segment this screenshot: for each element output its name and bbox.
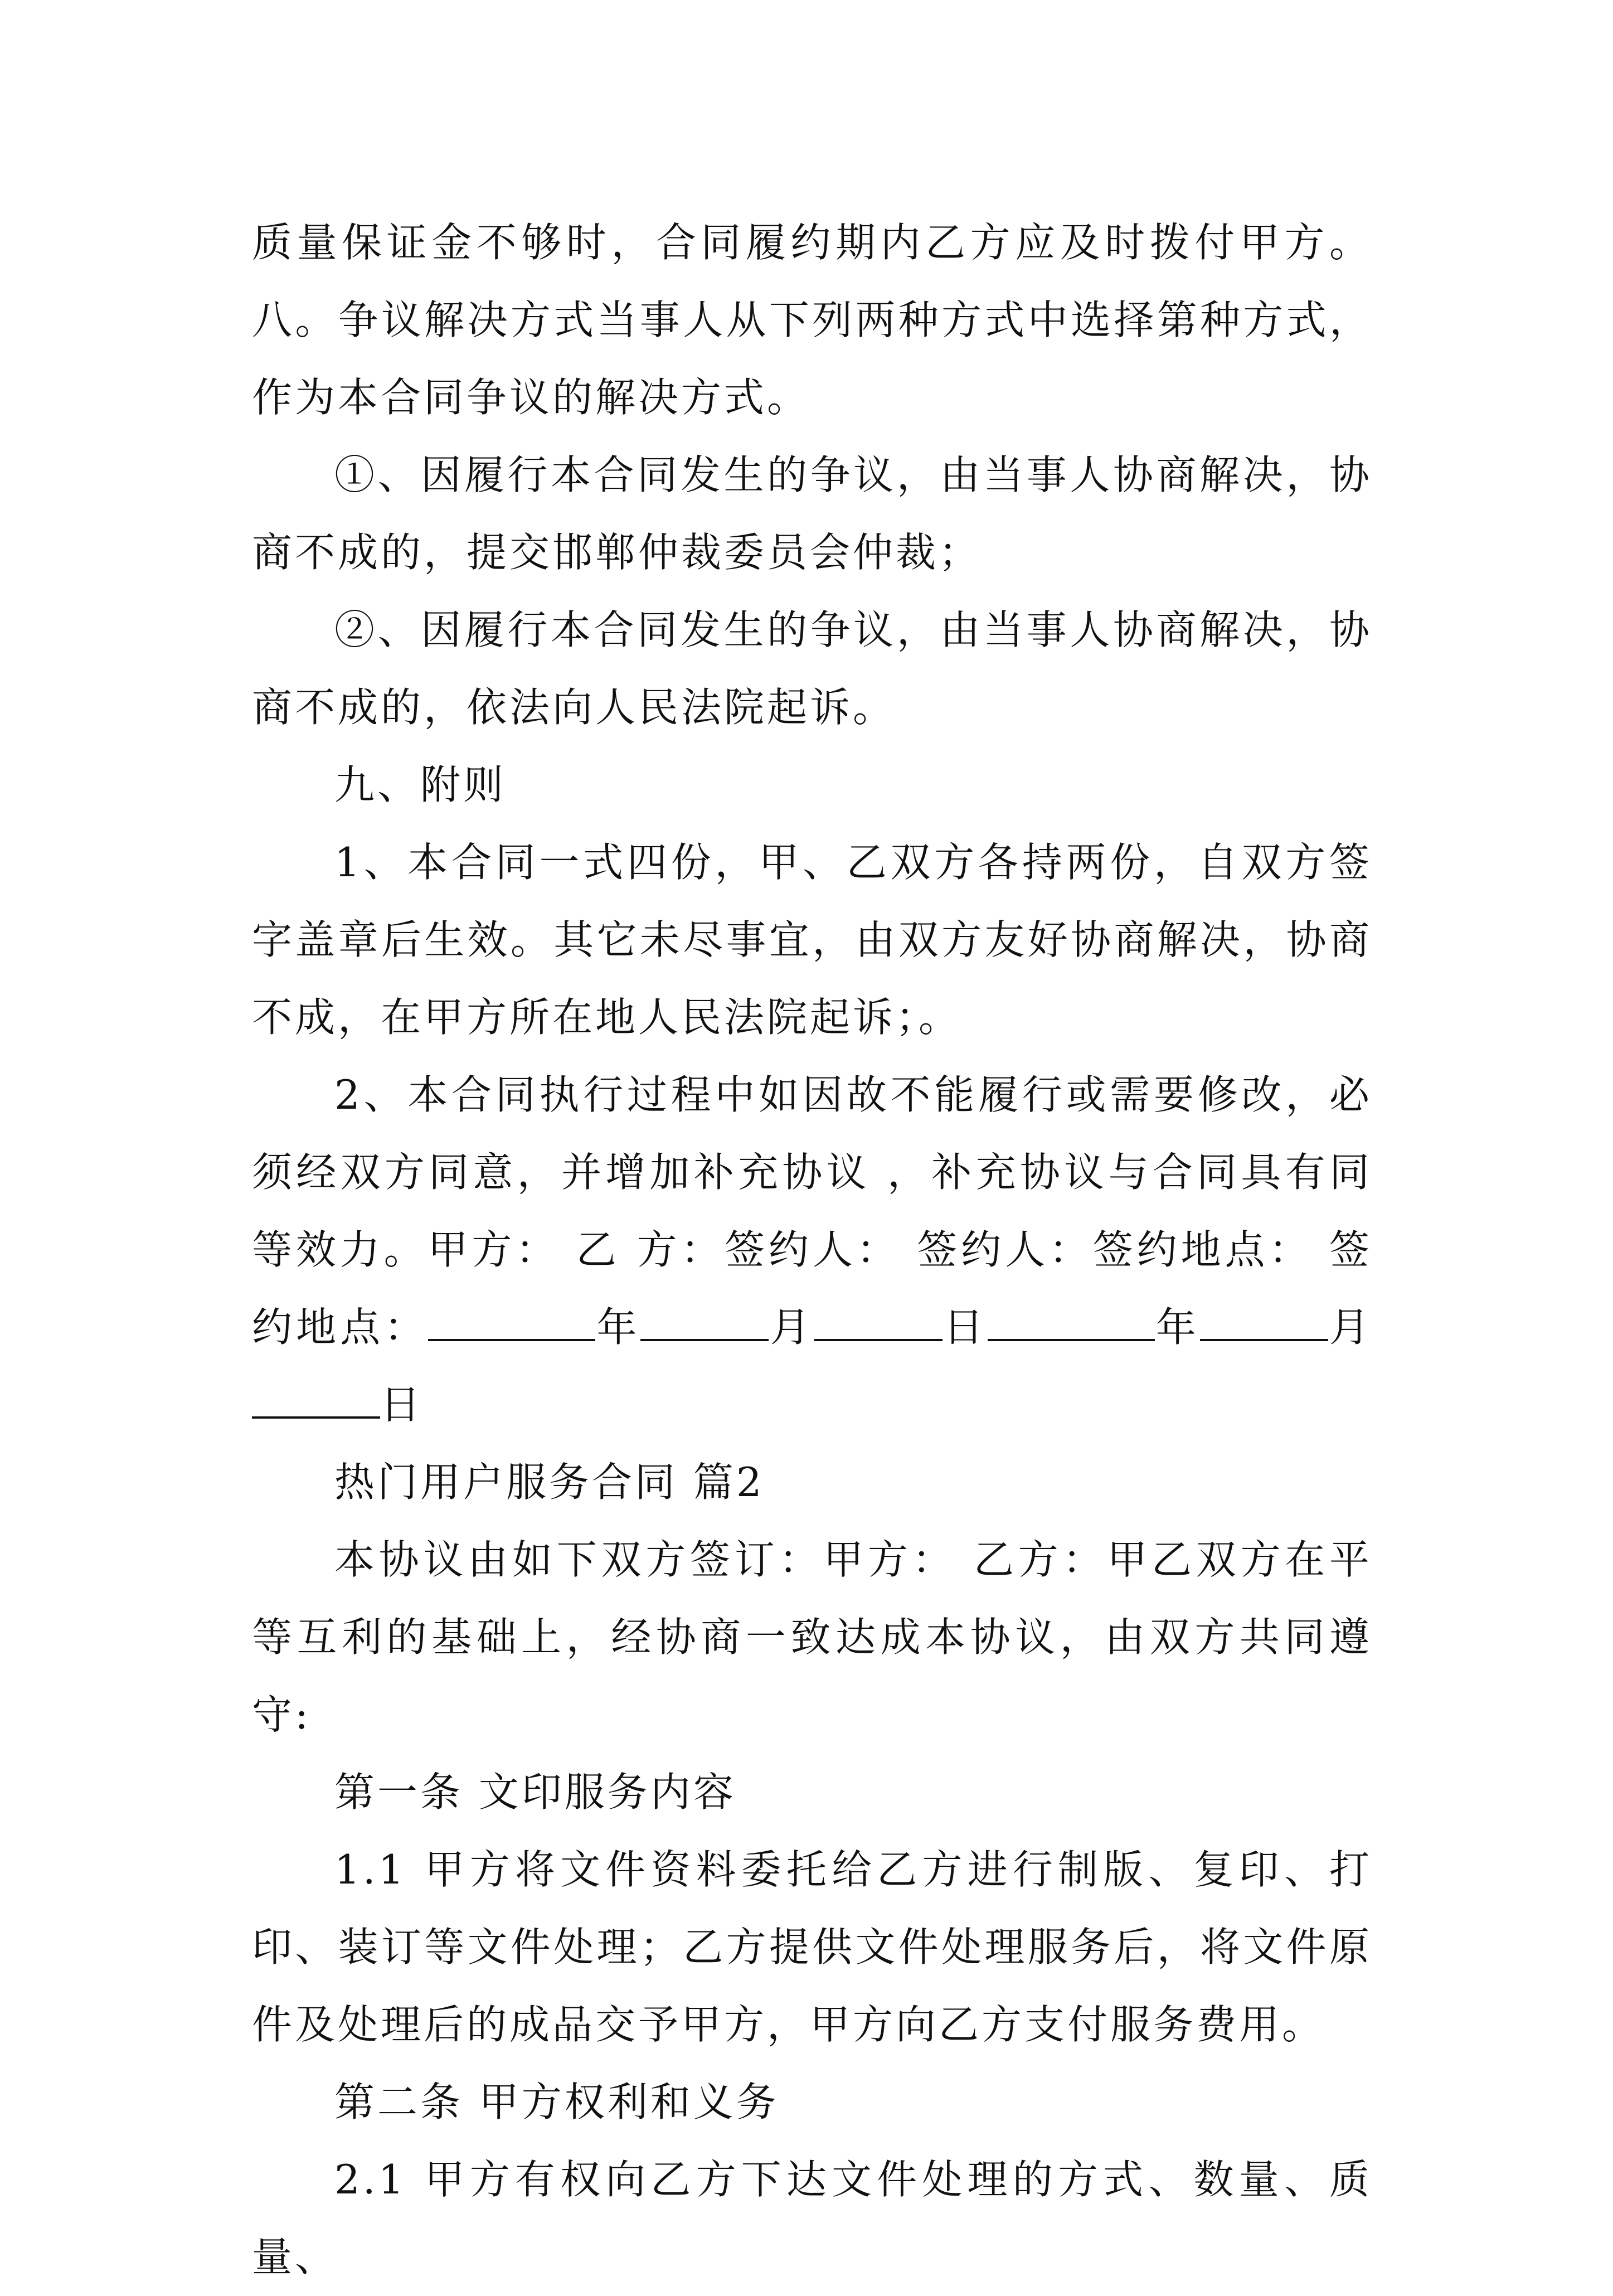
day-label: 日: [380, 1381, 424, 1428]
signature-text: 2、本合同执行过程中如因故不能履行或需要修改，必须经双方同意，并增加补充协议 ，补充协议与合同具有同等效力。甲方： 乙 方：签约人： 签约人：签约地点： 签约地点：: [252, 1071, 1372, 1351]
paragraph: 质量保证金不够时，合同履约期内乙方应及时拨付甲方。八。争议解决方式当事人从下列两种方式中选择第种方式，作为本合同争议的解决方式。: [252, 219, 1372, 421]
signature-paragraph: [252, 1056, 1372, 1444]
blank-line: [1200, 1305, 1328, 1341]
month-label: 月: [1328, 1304, 1372, 1351]
paragraph: 2.1 甲方有权向乙方下达文件处理的方式、数量、质量、: [252, 2156, 1372, 2280]
blank-line: [428, 1305, 595, 1341]
paragraph: 1.1 甲方将文件资料委托给乙方进行制版、复印、打印、装订等文件处理；乙方提供文件处理服务后，将文件原件及处理后的成品交予甲方，甲方向乙方支付服务费用。: [252, 1846, 1372, 2048]
paragraph: 本协议由如下双方签订：甲方： 乙方：甲乙双方在平等互利的基础上，经协商一致达成本协议，由双方共同遵守:: [252, 1536, 1372, 1738]
year-label: 年: [1154, 1304, 1200, 1351]
paragraph: ②、因履行本合同发生的争议，由当事人协商解决，协商不成的，依法向人民法院起诉。: [252, 606, 1372, 731]
section-heading: 九、附则: [334, 761, 507, 808]
blank-line: [988, 1305, 1155, 1341]
paragraph: ①、因履行本合同发生的争议，由当事人协商解决，协商不成的，提交邯郸仲裁委员会仲裁；: [252, 452, 1372, 576]
day-label: 日: [942, 1304, 988, 1351]
section-heading: 第一条 文印服务内容: [334, 1769, 736, 1816]
article-title: 热门用户服务合同 篇2: [334, 1459, 765, 1506]
month-label: 月: [769, 1304, 814, 1351]
section-heading: 第二条 甲方权利和义务: [334, 2079, 779, 2125]
blank-line: [640, 1305, 769, 1341]
blank-line: [252, 1383, 380, 1419]
year-label: 年: [595, 1304, 641, 1351]
blank-line: [814, 1305, 942, 1341]
paragraph: 1、本合同一式四份，甲、乙双方各持两份，自双方签字盖章后生效。其它未尽事宜，由双方友好协商解决，协商不成，在甲方所在地人民法院起诉；。: [252, 839, 1372, 1041]
document-body: [252, 204, 1372, 2296]
